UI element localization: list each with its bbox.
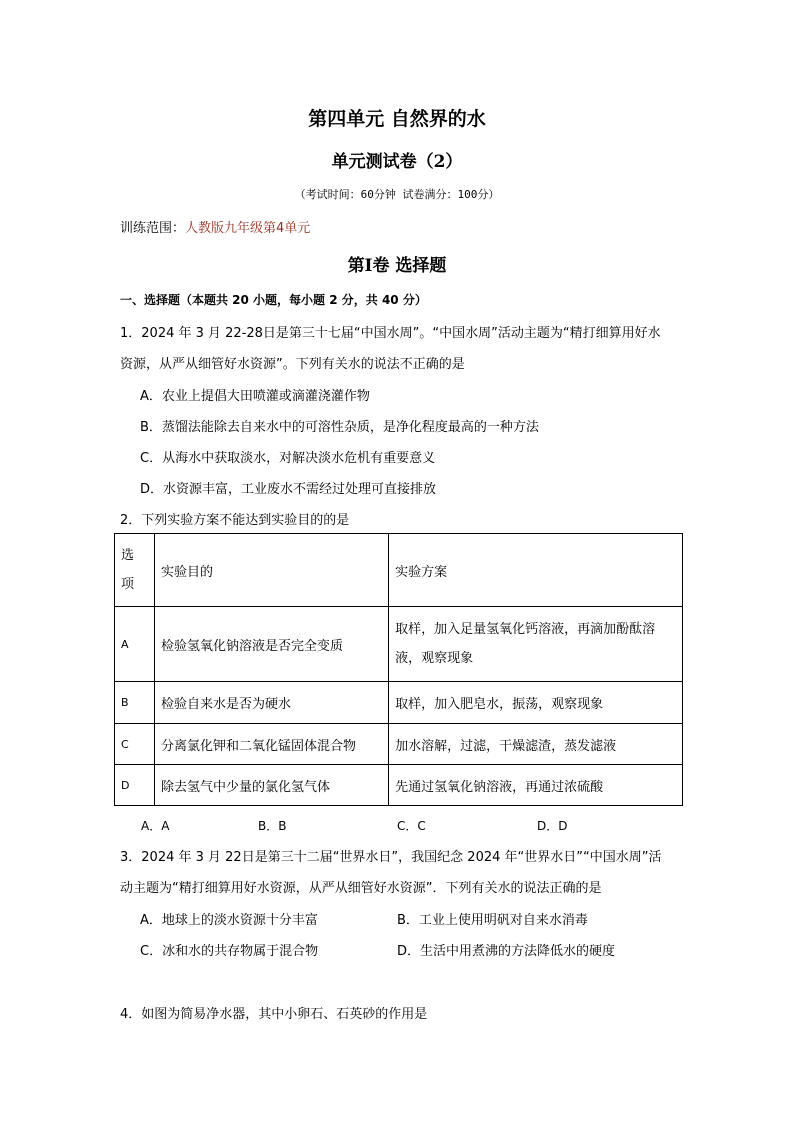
q1-option-a: A．农业上提倡大田喷灌或滴灌浇灌作物 <box>140 389 370 404</box>
q2-answer-b: B．B <box>258 819 287 833</box>
row-purpose: 检验氢氧化钠溶液是否完全变质 <box>154 607 388 682</box>
q2-answer-a: A．A <box>141 819 170 833</box>
table-row <box>115 724 683 765</box>
unit-title: 第四单元 自然界的水 <box>308 108 486 130</box>
range-value: 人教版九年级第4单元 <box>185 221 311 236</box>
row-plan: 取样，加入足量氢氧化钙溶液，再滴加酚酞溶液，观察现象 <box>389 607 683 682</box>
q2-table <box>114 533 683 806</box>
header-option: 选项 <box>115 534 155 607</box>
training-range <box>120 217 310 236</box>
q1-option-c: C．从海水中获取淡水，对解决淡水危机有重要意义 <box>140 451 436 466</box>
header-plan: 实验方案 <box>389 534 683 607</box>
table-row <box>115 607 683 682</box>
row-purpose: 检验自来水是否为硬水 <box>154 682 388 724</box>
row-option: D <box>115 765 155 806</box>
q3-option-d: D．生活中用煮沸的方法降低水的硬度 <box>397 944 616 959</box>
test-subtitle: 单元测试卷（2） <box>331 152 463 172</box>
section-title: 第Ⅰ卷 选择题 <box>347 256 447 276</box>
q1-stem-line1: 1．2024 年 3 月 22-28日是第三十七届“中国水周”。“中国水周”活动主题为“精打细算用好水 <box>120 326 661 341</box>
q2-answer-c: C．C <box>397 819 426 833</box>
row-plan: 加水溶解，过滤，干燥滤渣，蒸发滤液 <box>389 724 683 765</box>
range-label: 训练范围： <box>120 221 186 236</box>
row-plan: 先通过氢氧化钠溶液，再通过浓硫酸 <box>389 765 683 806</box>
q3-option-b: B．工业上使用明矾对自来水消毒 <box>397 913 588 928</box>
row-purpose: 除去氢气中少量的氯化氢气体 <box>154 765 388 806</box>
row-option: A <box>115 607 155 682</box>
q3-option-c: C．冰和水的共存物属于混合物 <box>140 944 319 959</box>
q3-stem-line2: 动主题为“精打细算用好水资源，从严从细管好水资源”．下列有关水的说法正确的是 <box>120 881 602 896</box>
exam-info: （考试时间：60分钟 试卷满分：100分） <box>294 188 500 201</box>
q1-option-d: D．水资源丰富，工业废水不需经过处理可直接排放 <box>140 482 437 497</box>
q1-stem-line2: 资源，从严从细管好水资源”。下列有关水的说法不正确的是 <box>120 357 465 372</box>
row-option: C <box>115 724 155 765</box>
q1-option-b: B．蒸馏法能除去自来水中的可溶性杂质，是净化程度最高的一种方法 <box>140 420 539 435</box>
q3-option-a: A．地球上的淡水资源十分丰富 <box>140 913 318 928</box>
header-purpose: 实验目的 <box>154 534 388 607</box>
row-plan: 取样，加入肥皂水，振荡，观察现象 <box>389 682 683 724</box>
q2-answer-d: D．D <box>537 819 568 833</box>
q4-stem: 4．如图为简易净水器，其中小卵石、石英砂的作用是 <box>120 1007 428 1022</box>
q2-stem: 2．下列实验方案不能达到实验目的的是 <box>120 513 350 528</box>
table-row <box>115 765 683 806</box>
row-purpose: 分离氯化钾和二氧化锰固体混合物 <box>154 724 388 765</box>
table-row <box>115 682 683 724</box>
q3-stem-line1: 3．2024 年 3 月 22日是第三十二届“世界水日”，我国纪念 2024 年“世界水日”“中国水周”活 <box>120 850 662 865</box>
section-instruction: 一、选择题（本题共 20 小题，每小题 2 分，共 40 分） <box>120 293 427 307</box>
table-header-row <box>115 534 683 607</box>
row-option: B <box>115 682 155 724</box>
